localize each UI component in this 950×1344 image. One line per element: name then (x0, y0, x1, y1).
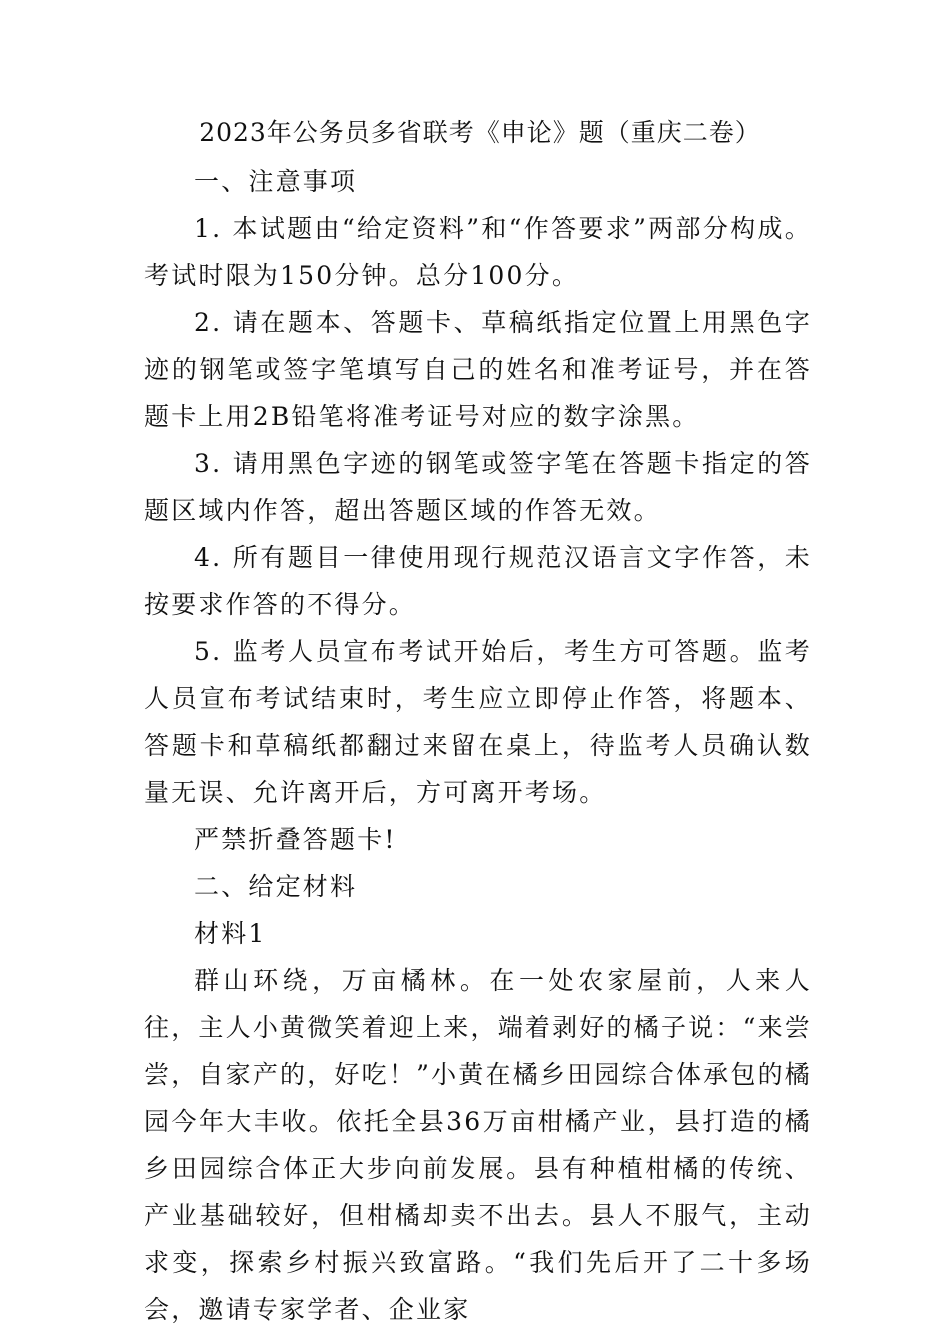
note-item-5: 5. 监考人员宣布考试开始后，考生方可答题。监考人员宣布考试结束时，考生应立即停止作答，将题本、答题卡和草稿纸都翻过来留在桌上，待监考人员确认数量无误、允许离开后，方可离开考场。 (144, 637, 812, 807)
document-title: 2023年公务员多省联考《申论》题（重庆二卷） (199, 118, 761, 147)
note-item-4: 4. 所有题目一律使用现行规范汉语言文字作答，未按要求作答的不得分。 (144, 543, 812, 619)
material-body: 群山环绕，万亩橘林。在一处农家屋前，人来人往，主人小黄微笑着迎上来，端着剥好的橘子说：“来尝尝，自家产的，好吃！”小黄在橘乡田园综合体承包的橘园今年大丰收。依托全县36万亩柑橘产业，县打造的橘乡田园综合体正大步向前发展。县有种植柑橘的传统、产业基础较好，但柑橘却卖不出去。县人不服气，主动求变，探索乡村振兴致富路。“我们先后开了二十多场会，邀请专家学者、企业家 (144, 966, 812, 1324)
section-heading-materials: 二、给定材料 (194, 872, 358, 901)
document-page (144, 108, 812, 1333)
material-heading: 材料1 (194, 919, 267, 948)
note-item-2: 2. 请在题本、答题卡、草稿纸指定位置上用黑色字迹的钢笔或签字笔填写自己的姓名和准考证号，并在答题卡上用2B铅笔将准考证号对应的数字涂黑。 (144, 308, 812, 431)
section-heading-notes: 一、注意事项 (194, 167, 358, 196)
note-item-3: 3. 请用黑色字迹的钢笔或签字笔在答题卡指定的答题区域内作答，超出答题区域的作答无效。 (144, 449, 812, 525)
warning-text: 严禁折叠答题卡! (194, 825, 397, 854)
note-item-1: 1. 本试题由“给定资料”和“作答要求”两部分构成。考试时限为150分钟。总分100分。 (144, 214, 812, 290)
